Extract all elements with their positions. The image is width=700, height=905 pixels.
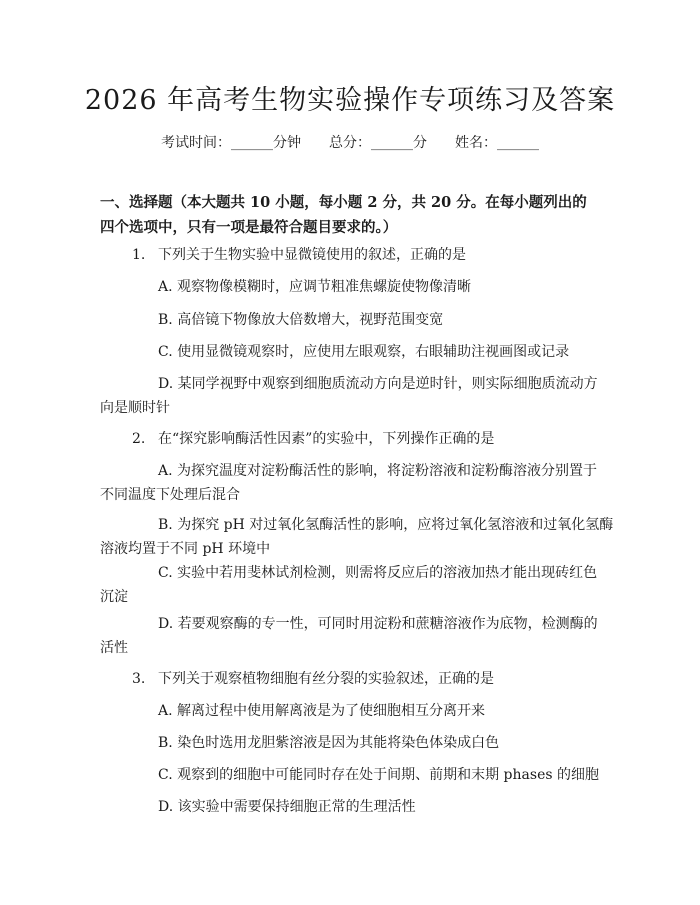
q2-option-a: A. 为探究温度对淀粉酶活性的影响，将淀粉溶液和淀粉酶溶液分别置于 (158, 463, 598, 479)
exam-meta (0, 132, 700, 152)
section-heading: 一、选择题（本大题共 10 小题，每小题 2 分，共 20 分。在每小题列出的四个选项中，只有一项是最符合题目要求的。） (100, 194, 587, 236)
q2-option-b: B. 为探究 pH 对过氧化氢酶活性的影响，应将过氧化氢溶液和过氧化氢酶 (158, 517, 614, 533)
question-stem: 下列关于生物实验中显微镜使用的叙述，正确的是 (158, 247, 466, 263)
page-title: 2026 年高考生物实验操作专项练习及答案 (84, 85, 616, 116)
total-score-field: 总分：______分 (329, 135, 427, 151)
q1-option-c: C. 使用显微镜观察时，应使用左眼观察，右眼辅助注视画图或记录 (158, 344, 570, 360)
question-stem: 在“探究影响酶活性因素”的实验中，下列操作正确的是 (158, 431, 495, 447)
student-name-field: 姓名：______ (455, 135, 539, 151)
q1-option-d: D. 某同学视野中观察到细胞质流动方向是逆时针，则实际细胞质流动方 (158, 376, 598, 392)
question-1 (132, 244, 466, 264)
question-number: 1. (132, 247, 146, 263)
question-number: 2. (132, 431, 146, 447)
q2-option-b-cont: 溶液均置于不同 pH 环境中 (100, 541, 271, 557)
q1-option-b: B. 高倍镜下物像放大倍数增大，视野范围变宽 (158, 312, 444, 328)
question-3 (132, 668, 494, 688)
q2-option-d: D. 若要观察酶的专一性，可同时用淀粉和蔗糖溶液作为底物，检测酶的 (158, 616, 598, 632)
q1-option-a: A. 观察物像模糊时，应调节粗准焦螺旋使物像清晰 (158, 279, 472, 295)
q2-option-c: C. 实验中若用斐林试剂检测，则需将反应后的溶液加热才能出现砖红色 (158, 565, 598, 581)
question-stem: 下列关于观察植物细胞有丝分裂的实验叙述，正确的是 (158, 671, 494, 687)
q2-option-c-cont: 沉淀 (100, 589, 128, 605)
question-2 (132, 428, 494, 448)
q2-option-a-cont: 不同温度下处理后混合 (100, 487, 240, 503)
question-number: 3. (132, 671, 146, 687)
q3-option-d: D. 该实验中需要保持细胞正常的生理活性 (158, 799, 416, 815)
q2-option-d-cont: 活性 (100, 640, 128, 656)
q3-option-c: C. 观察到的细胞中可能同时存在处于间期、前期和末期 phases 的细胞 (158, 767, 599, 783)
q3-option-b: B. 染色时选用龙胆紫溶液是因为其能将染色体染成白色 (158, 735, 500, 751)
q1-option-d-cont: 向是顺时针 (100, 400, 170, 416)
exam-time-field: 考试时间：______分钟 (161, 135, 301, 151)
q3-option-a: A. 解离过程中使用解离液是为了使细胞相互分离开来 (158, 703, 486, 719)
